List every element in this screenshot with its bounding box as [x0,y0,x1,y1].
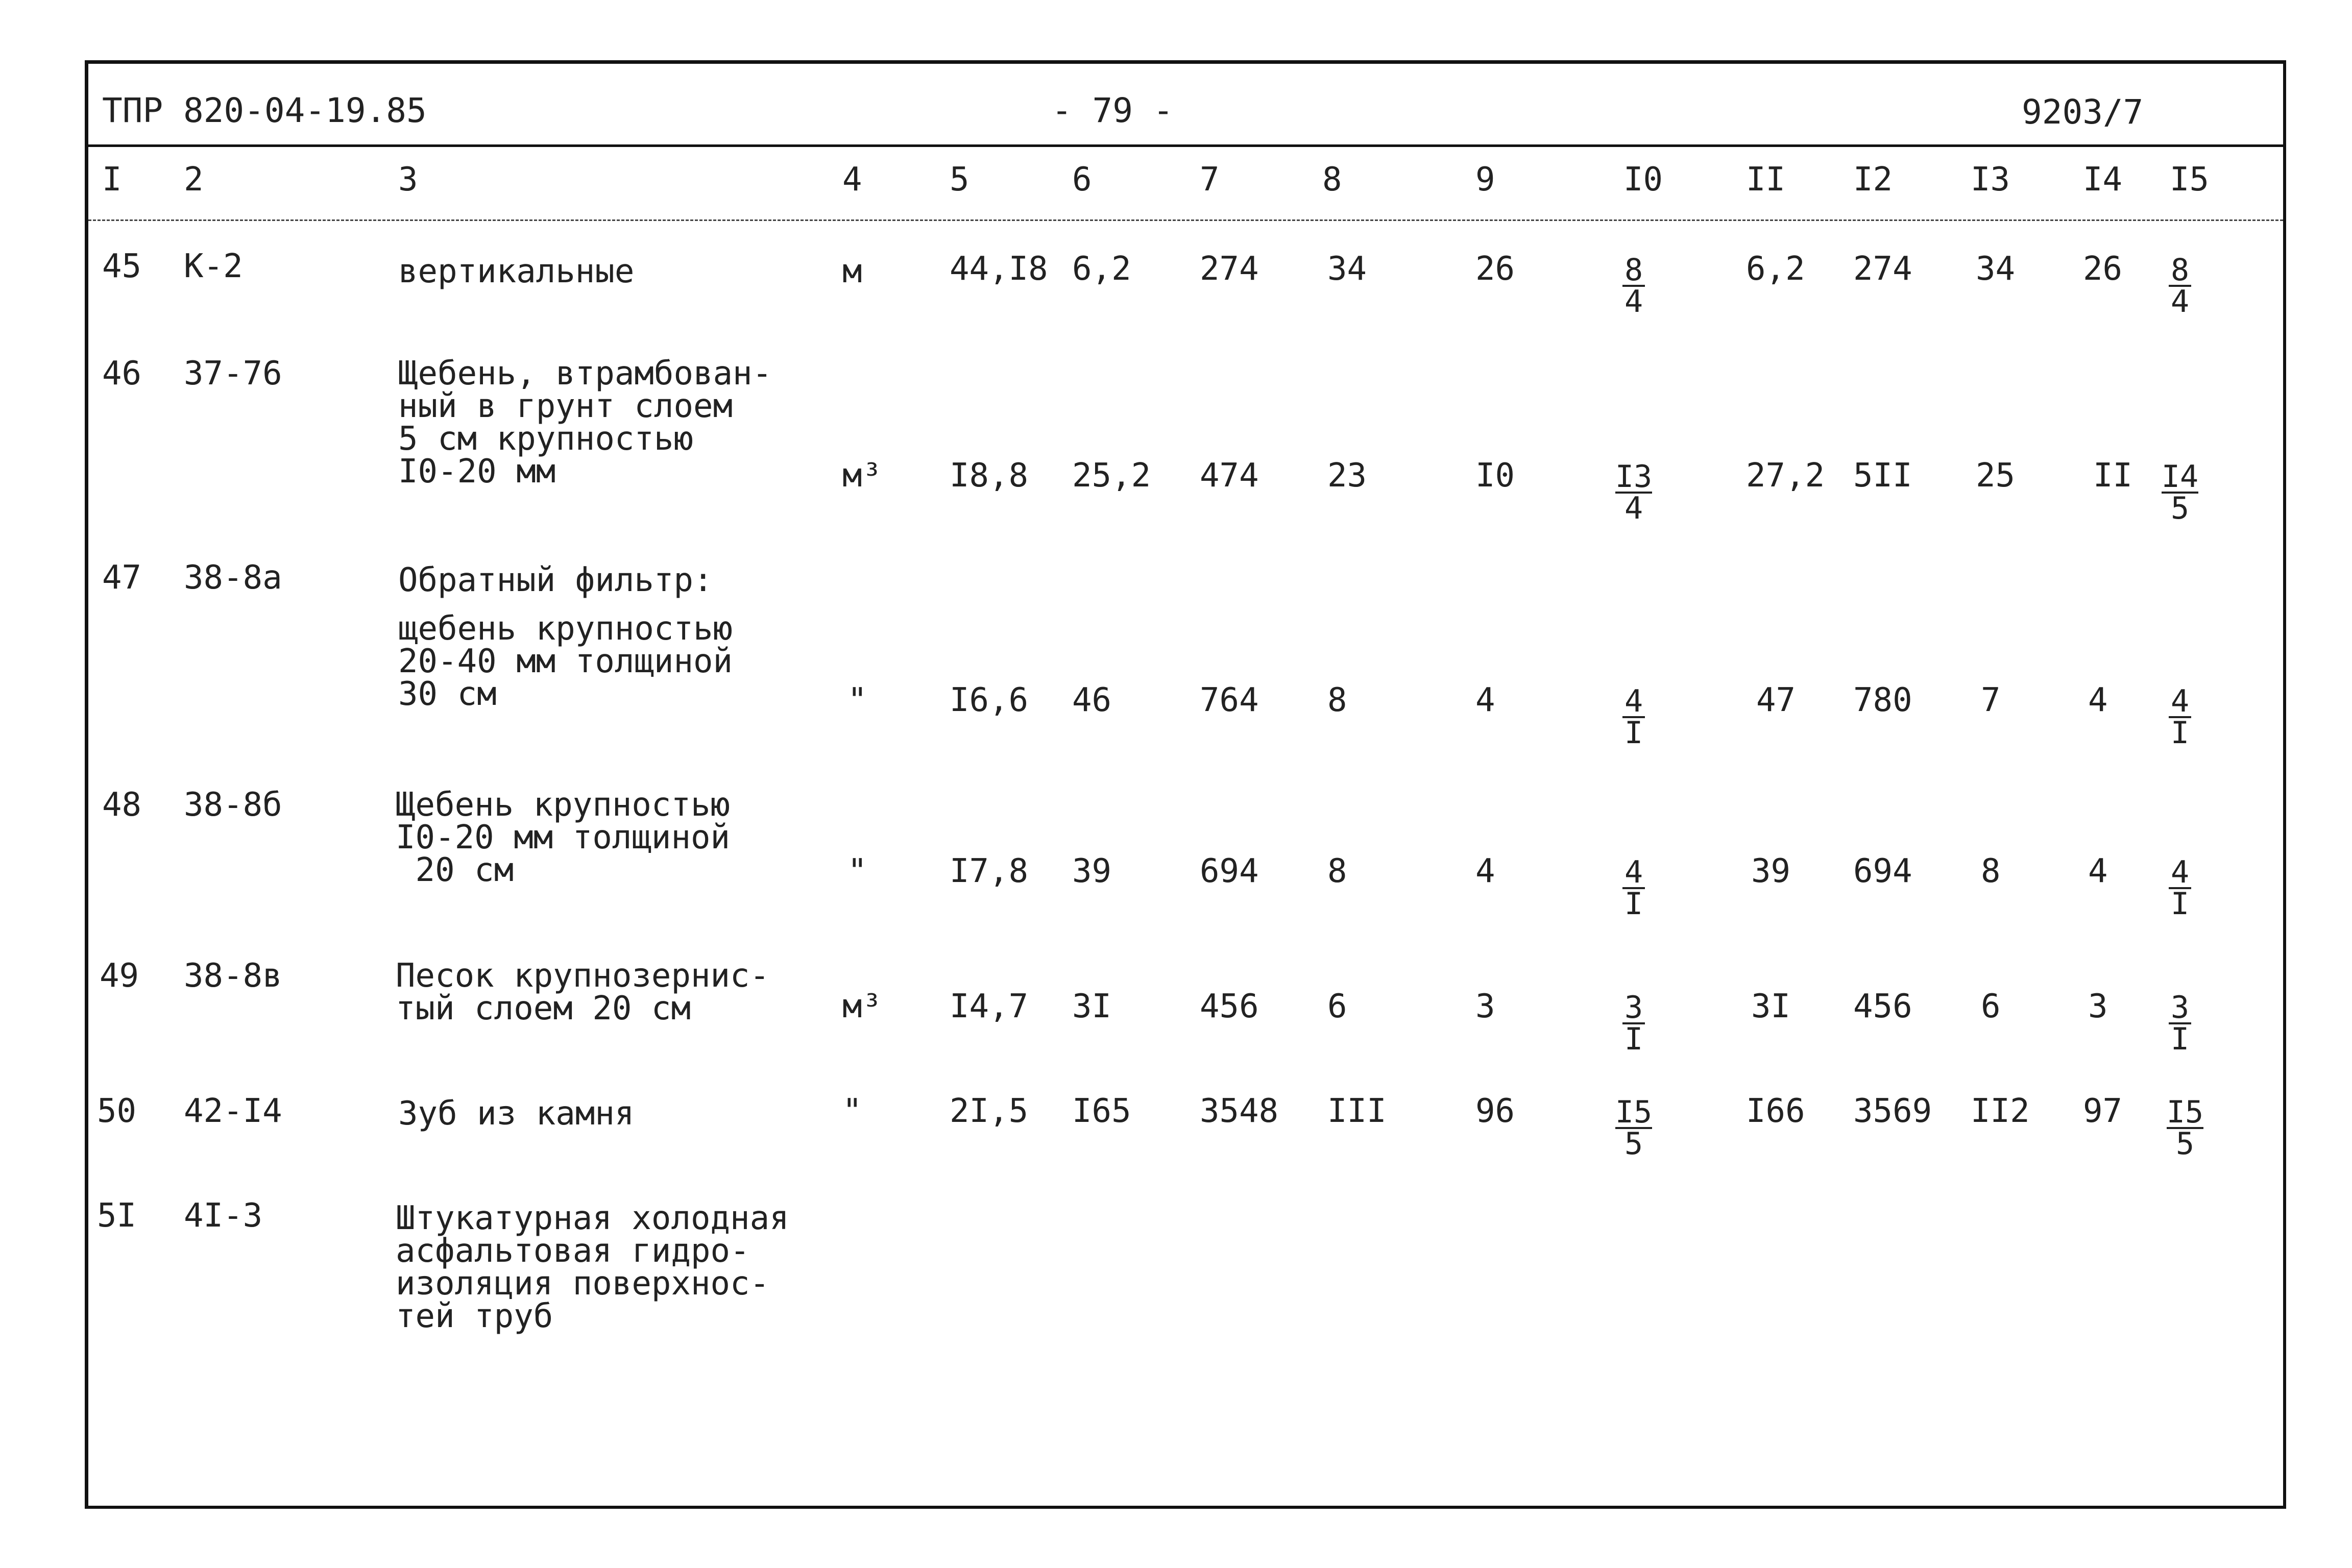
fraction-bottom: 5 [1624,1126,1643,1162]
cell-5: 2I,5 [950,1092,1029,1130]
column-header-divider [88,219,2283,221]
cell-6: 39 [1072,852,1112,890]
cell-14: 3 [2088,988,2108,1025]
fraction-bottom: I [1624,886,1643,922]
row-unit: м³ [842,988,882,1025]
row-number: 46 [102,355,142,393]
cell-7: 456 [1200,988,1259,1025]
fraction-bottom: 5 [2175,1126,2195,1162]
cell-14: II [2093,457,2133,495]
column-header: I2 [1853,161,1893,199]
cell-8: 8 [1327,681,1347,719]
cell-8: III [1327,1092,1387,1130]
cell-7: 694 [1200,852,1259,890]
column-header: 2 [184,161,204,199]
row-description: Щебень крупностью I0-20 мм толщиной 20 см [396,786,731,889]
cell-15-fraction [2165,1094,2205,1162]
header-divider [88,144,2283,147]
cell-11: 47 [1756,681,1796,719]
column-header: I4 [2083,161,2123,199]
column-header: I0 [1623,161,1663,199]
column-header: 3 [398,161,418,199]
fraction-top: I5 [1615,1094,1653,1130]
cell-15-fraction [2160,683,2200,751]
cell-8: 34 [1327,250,1367,288]
fraction-top: I3 [1615,459,1653,495]
row-number: 50 [97,1092,137,1130]
row-code: 4I-3 [184,1197,263,1235]
fraction-top: I4 [2161,459,2199,495]
fraction-top: I5 [2166,1094,2204,1130]
cell-13: 7 [1981,681,2001,719]
cell-8: 8 [1327,852,1347,890]
column-header: 6 [1072,161,1092,199]
fraction-bottom: 4 [1624,284,1643,320]
cell-11: I66 [1746,1092,1805,1130]
cell-12: 694 [1853,852,1912,890]
row-code: К-2 [184,248,243,285]
cell-13: II2 [1971,1092,2030,1130]
cell-11: 39 [1751,852,1791,890]
cell-10-fraction [1613,683,1654,751]
fraction-bottom: I [1624,1021,1643,1057]
row-code: 38-8а [184,559,282,597]
fraction-top: 8 [1622,255,1645,287]
cell-8: 23 [1327,457,1367,495]
cell-5: I7,8 [950,852,1029,890]
row-code: 38-8б [184,786,282,824]
cell-9: I0 [1475,457,1515,495]
cell-11: 27,2 [1746,457,1825,495]
cell-14: 26 [2083,250,2123,288]
column-header: I5 [2170,161,2210,199]
fraction-top: 4 [1622,687,1645,718]
fraction-top: 4 [2169,687,2191,718]
cell-5: 44,I8 [950,250,1048,288]
cell-11: 6,2 [1746,250,1805,288]
column-header: II [1746,161,1786,199]
row-unit: " [847,852,867,890]
cell-5: I4,7 [950,988,1029,1025]
cell-12: 456 [1853,988,1912,1025]
cell-13: 6 [1981,988,2001,1025]
fraction-top: 3 [2169,993,2191,1024]
cell-10-fraction [1613,854,1654,922]
row-description: щебень крупностью 20-40 мм толщиной 30 см [398,610,733,713]
column-header: 7 [1200,161,1220,199]
row-description: Зуб из камня [398,1095,635,1133]
fraction-bottom: I [2170,886,2190,922]
cell-6: 46 [1072,681,1112,719]
cell-7: 3548 [1200,1092,1279,1130]
row-description: Обратный фильтр: [398,561,713,599]
row-number: 5I [97,1197,137,1235]
row-code: 38-8в [184,957,282,995]
cell-10-fraction [1613,1094,1654,1162]
cell-15-fraction [2160,459,2200,526]
fraction-bottom: I [2170,715,2190,751]
cell-15-fraction [2160,990,2200,1057]
row-number: 48 [102,786,142,824]
document-code: ТПР 820-04-19.85 [102,91,427,130]
fraction-bottom: 5 [2170,491,2190,526]
row-number: 45 [102,248,142,285]
cell-6: 25,2 [1072,457,1151,495]
cell-12: 3569 [1853,1092,1932,1130]
fraction-top: 4 [2169,857,2191,889]
page-number: - 79 - [1052,91,1174,130]
cell-12: 274 [1853,250,1912,288]
row-description: Песок крупнозернис- тый слоем 20 см [396,957,770,1027]
row-number: 47 [102,559,142,597]
cell-15-fraction [2160,252,2200,320]
row-unit: м [842,253,862,290]
cell-7: 274 [1200,250,1259,288]
row-unit: " [847,681,867,719]
column-header: 4 [842,161,862,199]
row-description: Штукатурная холодная асфальтовая гидро- изоляция поверхнос- тей труб [396,1199,789,1335]
row-unit: м³ [842,457,882,495]
cell-10-fraction [1613,252,1654,320]
cell-14: 4 [2088,681,2108,719]
cell-10-fraction [1613,459,1654,526]
cell-6: I65 [1072,1092,1131,1130]
cell-13: 25 [1976,457,2016,495]
row-description: Щебень, втрамбован- ный в грунт слоем 5 см крупностью I0-20 мм [398,355,772,491]
fraction-bottom: 4 [1624,491,1643,526]
column-header: 9 [1475,161,1495,199]
cell-7: 764 [1200,681,1259,719]
cell-12: 5II [1853,457,1912,495]
cell-14: 97 [2083,1092,2123,1130]
cell-9: 96 [1475,1092,1515,1130]
column-header: I3 [1971,161,2010,199]
column-header: 5 [950,161,969,199]
cell-7: 474 [1200,457,1259,495]
cell-12: 780 [1853,681,1912,719]
cell-5: I6,6 [950,681,1029,719]
cell-13: 34 [1976,250,2016,288]
cell-15-fraction [2160,854,2200,922]
row-code: 42-I4 [184,1092,282,1130]
row-code: 37-76 [184,355,282,393]
cell-6: 3I [1072,988,1112,1025]
cell-11: 3I [1751,988,1791,1025]
row-unit: " [842,1092,862,1130]
cell-9: 26 [1475,250,1515,288]
cell-14: 4 [2088,852,2108,890]
fraction-top: 4 [1622,857,1645,889]
fraction-bottom: I [2170,1021,2190,1057]
cell-9: 4 [1475,681,1495,719]
cell-6: 6,2 [1072,250,1131,288]
sheet-code: 9203/7 [2022,92,2144,132]
column-header: 8 [1322,161,1342,199]
cell-9: 4 [1475,852,1495,890]
row-description: вертикальные [398,253,635,290]
row-number: 49 [100,957,139,995]
cell-5: I8,8 [950,457,1029,495]
fraction-bottom: 4 [2170,284,2190,320]
cell-13: 8 [1981,852,2001,890]
cell-9: 3 [1475,988,1495,1025]
cell-8: 6 [1327,988,1347,1025]
fraction-top: 3 [1622,993,1645,1024]
cell-10-fraction [1613,990,1654,1057]
fraction-top: 8 [2169,255,2191,287]
fraction-bottom: I [1624,715,1643,751]
column-header: I [102,161,122,199]
